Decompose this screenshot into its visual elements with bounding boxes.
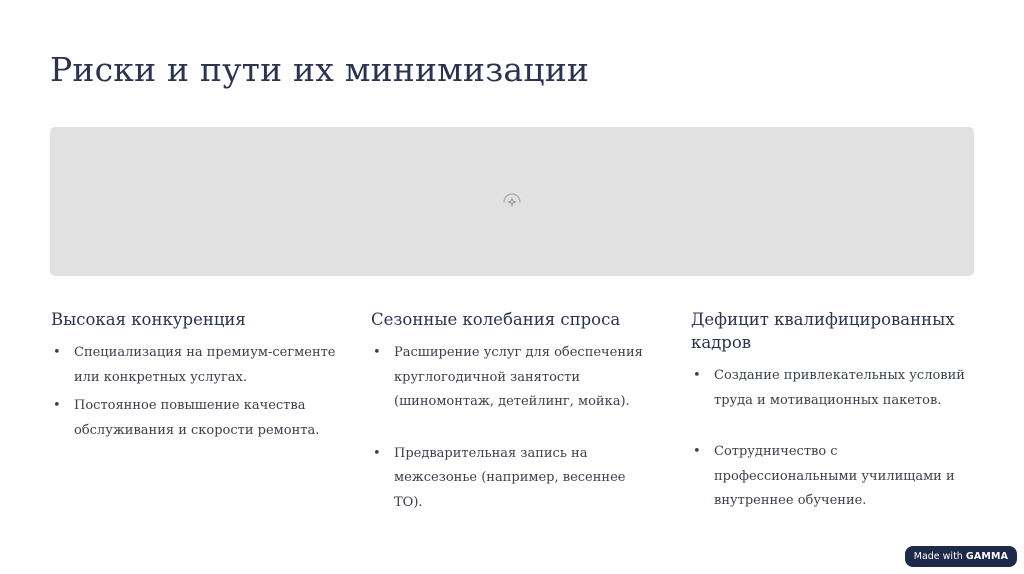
bullet-icon: • (373, 445, 381, 461)
list-item (51, 394, 336, 443)
list-item-text: Сотрудничество с профессиональными училищами и внутреннее обучение. (714, 444, 955, 508)
bullet-icon: • (693, 368, 701, 383)
bullet-list (51, 341, 336, 443)
list-item-text: Специализация на премиум-сегменте или конкретных услугах. (74, 345, 336, 385)
bullet-icon: • (53, 345, 61, 360)
list-item-text: Создание привлекательных условий труда и мотивационных пакетов. (714, 368, 965, 408)
risk-column-competition (51, 308, 336, 443)
column-heading: Сезонные колебания спроса (371, 310, 621, 329)
badge-prefix: Made with (913, 551, 963, 562)
list-item (371, 442, 656, 516)
bullet-icon: • (53, 398, 61, 413)
list-item-text: Постоянное повышение качества обслуживания и скорости ремонта. (74, 398, 320, 438)
risk-column-seasonality (371, 308, 656, 515)
list-item-text: Предварительная запись на межсезонье (например, весеннее ТО). (394, 445, 626, 510)
list-item (51, 341, 336, 390)
page-title: Риски и пути их минимизации (50, 50, 590, 89)
bullet-icon: • (373, 345, 381, 360)
column-heading: Дефицит квалифицированных кадров (691, 310, 955, 352)
list-item (691, 364, 976, 413)
made-with-gamma-badge[interactable] (905, 546, 1017, 567)
list-item-text: Расширение услуг для обеспечения круглогодичной занятости (шиномонтаж, детейлинг, мойка). (394, 345, 643, 409)
gamma-logo: GAMMA (965, 551, 1009, 562)
list-item (371, 341, 656, 415)
list-item (691, 440, 976, 514)
risk-column-staffing (691, 308, 976, 514)
bullet-list (371, 341, 656, 515)
bullet-icon: • (693, 444, 701, 459)
image-placeholder (50, 127, 974, 276)
bullet-list (691, 364, 976, 514)
sparkle-spinner-icon (500, 190, 524, 214)
column-heading: Высокая конкуренция (51, 310, 246, 329)
